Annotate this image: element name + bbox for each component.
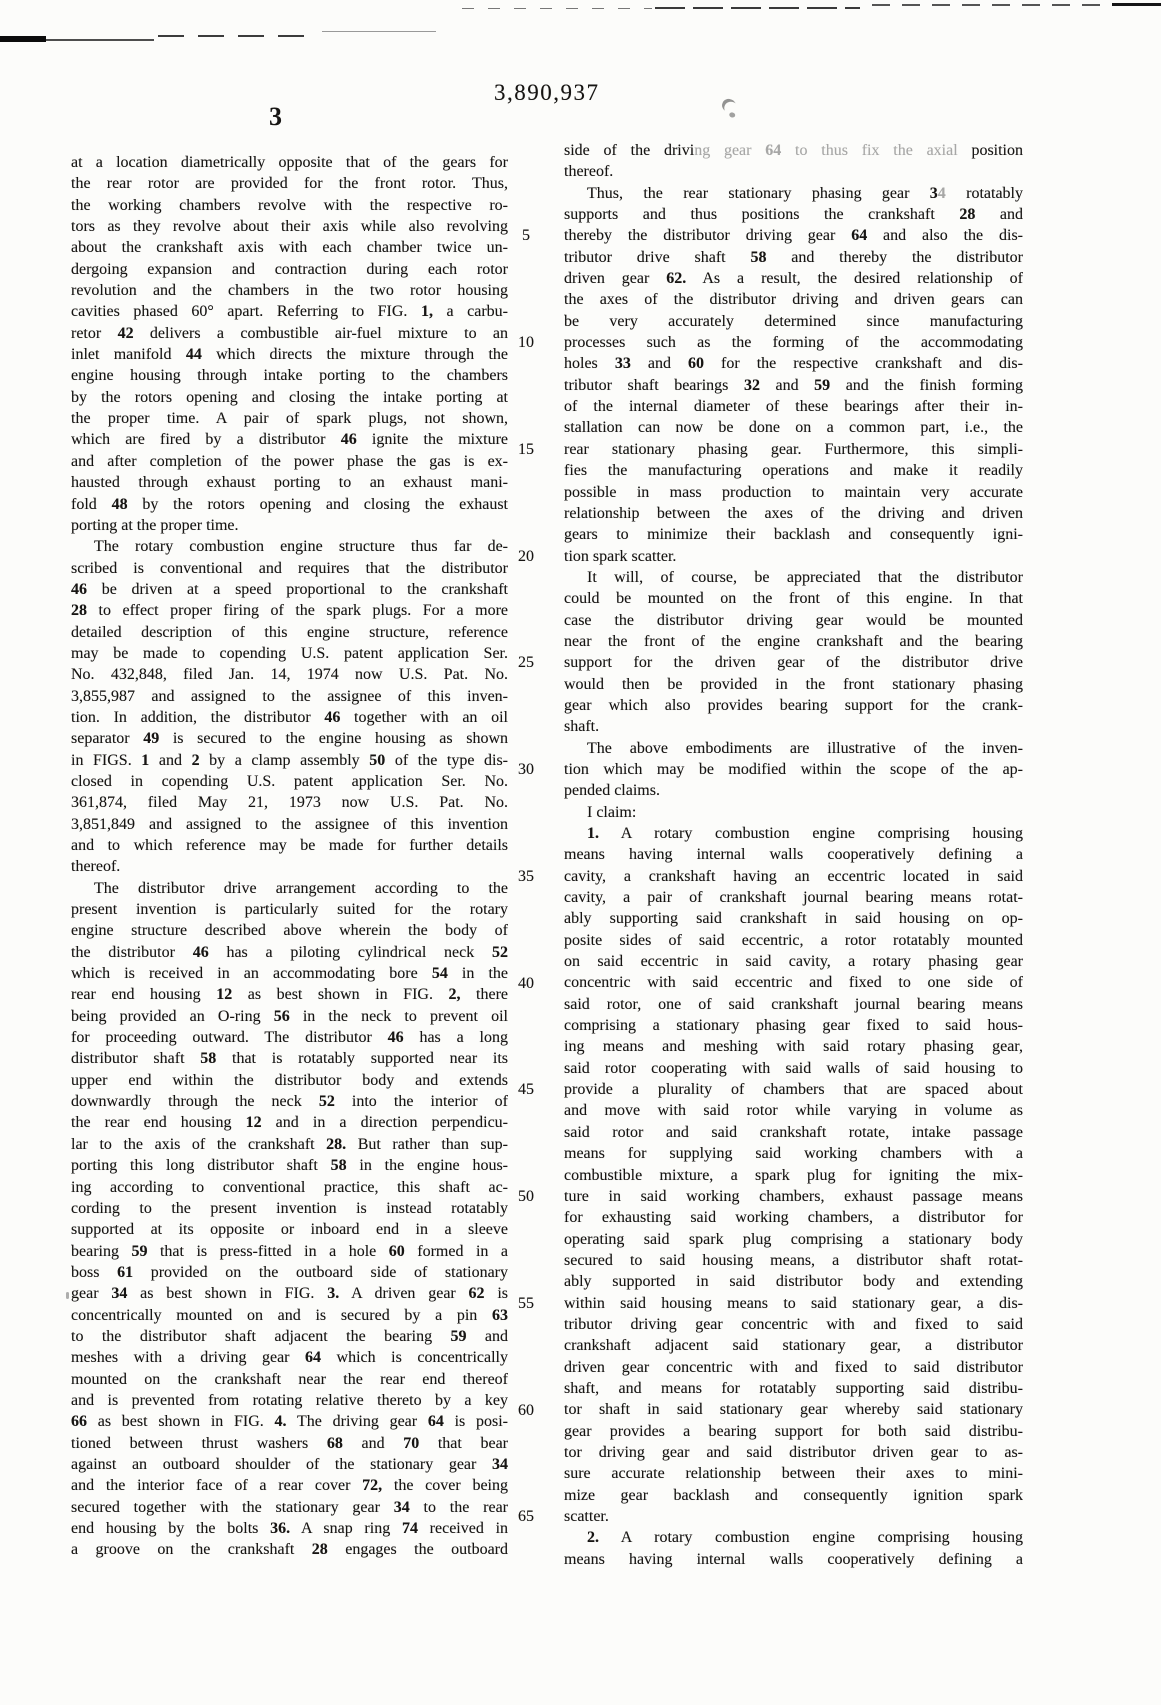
text-line: about the crankshaft axis with each chamber twice un- — [71, 239, 508, 257]
line-number: 20 — [518, 547, 534, 565]
text-line: being provided an O-ring 56 in the neck to prevent oil — [71, 1007, 508, 1025]
text-line: tion which may be modified within the scope of the ap- — [564, 760, 1023, 778]
text-line: ably supported in said distributor body and extending — [564, 1273, 1023, 1291]
text-line: pended claims. — [564, 782, 660, 800]
text-line: cavity, a pair of crankshaft journal bearing means rotat- — [564, 889, 1023, 907]
text-line: shaft, and means for rotatably supporting said distribu- — [564, 1379, 1023, 1397]
line-number: 60 — [518, 1401, 534, 1419]
text-line: a groove on the crankshaft 28 engages the outboard — [71, 1541, 508, 1559]
text-line: and move with said rotor while varying in volume as — [564, 1102, 1023, 1120]
text-line: It will, of course, be appreciated that the distributor — [587, 568, 1023, 586]
text-line: 2. A rotary combustion engine comprising housing — [587, 1529, 1023, 1547]
text-line: at a location diametrically opposite that of the gears for — [71, 154, 508, 171]
line-number: 10 — [518, 334, 534, 352]
line-number: 35 — [518, 867, 534, 885]
text-line: holes 33 and 60 for the respective crankshaft and dis- — [564, 355, 1023, 373]
text-line: tributor driving gear concentric with and fixed to said — [564, 1315, 1023, 1333]
text-line: on said eccentric in said cavity, a rotary phasing gear — [564, 953, 1023, 971]
text-line: provide a plurality of chambers that are spaced about — [564, 1081, 1023, 1099]
text-line: means having internal walls cooperatively defining a — [564, 846, 1023, 864]
text-line: tion spark scatter. — [564, 547, 677, 565]
text-line: the rear end housing 12 and in a direction perpendicu- — [71, 1114, 508, 1132]
text-line: said rotor and said crankshaft rotate, intake passage — [564, 1123, 1023, 1141]
text-line: case the distributor driving gear would be mounted — [564, 611, 1023, 629]
text-line: which are fired by a distributor 46 ignite the mixture — [71, 431, 508, 449]
text-line: gears to minimize their backlash and consequently igni- — [564, 526, 1023, 544]
text-line: relationship between the axes of the driving and driven — [564, 504, 1023, 522]
text-line: tors as they revolve about their axis while also revolving — [71, 218, 508, 236]
text-line: ing according to conventional practice, this shaft ac- — [71, 1178, 508, 1196]
text-line: means having internal walls cooperatively defining a — [564, 1550, 1023, 1568]
text-line: concentric with said eccentric and fixed to one side of — [564, 974, 1023, 992]
text-line: supported at its opposite or inboard end in a sleeve — [71, 1221, 508, 1239]
text-line: engine housing through intake porting to the chambers — [71, 367, 508, 385]
text-line: 46 be driven at a speed proportional to the crankshaft — [71, 580, 508, 598]
text-line: within said housing means to said stationary gear, a dis- — [564, 1294, 1023, 1312]
ink-smudge — [720, 97, 737, 114]
text-line: posite sides of said eccentric, a rotor rotatably mounted — [564, 931, 1023, 949]
text-line: and the interior face of a rear cover 72, the cover being — [71, 1477, 508, 1495]
text-line: gear 34 as best shown in FIG. 3. A driven gear 62 is — [71, 1285, 508, 1303]
right-column — [564, 140, 1023, 1570]
text-line: porting this long distributor shaft 58 in the engine hous- — [71, 1157, 508, 1175]
text-line: meshes with a driving gear 64 which is concentrically — [71, 1349, 508, 1367]
scan-artifact-line — [655, 7, 860, 9]
line-number: 45 — [518, 1081, 534, 1099]
text-line: driven gear 62. As a result, the desired relationship of — [564, 270, 1023, 288]
text-line: tributor shaft bearings 32 and 59 and the finish forming — [564, 376, 1023, 394]
text-line: processes such as the forming of the accommodating — [564, 334, 1023, 352]
text-line: of the internal diameter of these bearings after their in- — [564, 398, 1023, 416]
text-line: closed in copending U.S. patent application Ser. No. — [71, 772, 508, 790]
text-line: 361,874, filed May 21, 1973 now U.S. Pat. No. — [71, 794, 508, 812]
text-line: mize gear backlash and consequently ignition spark — [564, 1486, 1023, 1504]
scan-artifact-line — [46, 39, 154, 41]
text-line: fold 48 by the rotors opening and closing the exhaust — [71, 495, 508, 513]
text-line: secured together with the stationary gear 34 to the rear — [71, 1498, 508, 1516]
text-line: the working chambers revolve with the respective ro- — [71, 196, 508, 214]
text-line: 28 to effect proper firing of the spark plugs. For a more — [71, 602, 508, 620]
text-line: distributor shaft 58 that is rotatably supported near its — [71, 1050, 508, 1068]
text-line: cavities phased 60° apart. Referring to FIG. 1, a carbu- — [71, 303, 508, 321]
text-line: boss 61 provided on the outboard side of stationary — [71, 1263, 508, 1281]
scan-artifact-line — [1112, 3, 1161, 6]
text-line: present invention is particularly suited for the rotary — [71, 901, 508, 919]
text-line: stallation can now be done on a common part, i.e., the — [564, 419, 1023, 437]
text-line: detailed description of this engine structure, reference — [71, 623, 508, 641]
text-line: sure accurate relationship between their axes to mini- — [564, 1465, 1023, 1483]
text-line: by the rotors opening and closing the intake porting at — [71, 388, 508, 406]
text-line: means for supplying said working chambers with a — [564, 1145, 1023, 1163]
line-number: 65 — [518, 1508, 534, 1526]
text-line: downwardly through the neck 52 into the interior of — [71, 1093, 508, 1111]
text-line: upper end within the distributor body and extends — [71, 1071, 508, 1089]
text-line: side of the driving gear 64 to thus fix the axial position — [564, 142, 1023, 159]
text-line: concentrically mounted on and is secured by a pin 63 — [71, 1306, 508, 1324]
scan-artifact-line — [872, 4, 1114, 6]
text-line: separator 49 is secured to the engine housing as shown — [71, 730, 508, 748]
text-line: tor driving gear and said distributor driven gear to as- — [564, 1443, 1023, 1461]
text-line: would then be provided in the front stationary phasing — [564, 675, 1023, 693]
text-line: The above embodiments are illustrative of the inven- — [587, 739, 1023, 757]
text-line: supports and thus positions the crankshaft 28 and — [564, 206, 1023, 224]
text-line: Thus, the rear stationary phasing gear 34 rotatably — [587, 184, 1023, 202]
text-line: porting at the proper time. — [71, 516, 239, 534]
text-line: ing means and meshing with said rotary phasing gear, — [564, 1038, 1023, 1056]
text-line: retor 42 delivers a combustible air-fuel mixture to an — [71, 324, 508, 342]
text-line: thereof. — [564, 163, 614, 181]
text-line: 3,851,849 and assigned to the assignee of this invention — [71, 815, 508, 833]
text-line: and after completion of the power phase the gas is ex- — [71, 452, 508, 470]
text-line: said rotor, one of said crankshaft journal bearing means — [564, 995, 1023, 1013]
text-line: possible in mass production to maintain very accurate — [564, 483, 1023, 501]
line-number-gutter — [508, 140, 550, 1590]
text-line: I claim: — [587, 803, 637, 821]
text-line: crankshaft adjacent said stationary gear, a distributor — [564, 1337, 1023, 1355]
text-line: bearing 59 that is press-fitted in a hole 60 formed in a — [71, 1242, 508, 1260]
text-line: ably supporting said crankshaft in said housing on op- — [564, 910, 1023, 928]
text-line: 1. A rotary combustion engine comprising housing — [587, 825, 1023, 842]
scan-artifact-line — [158, 35, 316, 37]
text-line: may be made to copending U.S. patent application Ser. — [71, 644, 508, 662]
line-number: 15 — [518, 440, 534, 458]
patent-number: 3,890,937 — [494, 80, 600, 105]
line-number: 30 — [518, 761, 534, 779]
text-line: gear which also provides bearing support for the crank- — [564, 696, 1023, 714]
text-line: tion. In addition, the distributor 46 together with an oil — [71, 708, 508, 726]
text-line: tioned between thrust washers 68 and 70 that bear — [71, 1434, 508, 1452]
text-line: the distributor 46 has a piloting cylindrical neck 52 — [71, 943, 508, 961]
text-line: No. 432,848, filed Jan. 14, 1974 now U.S. Pat. No. — [71, 666, 508, 684]
text-line: rear stationary phasing gear. Furthermore, this simpli- — [564, 440, 1023, 458]
text-line: fies the manufacturing operations and make it readily — [564, 462, 1023, 480]
text-line: 3,855,987 and assigned to the assignee of this inven- — [71, 687, 508, 705]
text-line: for exhausting said working chambers, a distributor for — [564, 1209, 1023, 1227]
scan-artifact-line — [0, 36, 46, 42]
text-line: gear provides a bearing support for both said distribu- — [564, 1422, 1023, 1440]
text-line: mounted on the crankshaft near the rear end thereof — [71, 1370, 508, 1388]
text-line: ture in said working chambers, exhaust passage means — [564, 1187, 1023, 1205]
text-line: cavity, a crankshaft having an eccentric located in said — [564, 867, 1023, 885]
line-number: 55 — [518, 1294, 534, 1312]
text-line: revolution and the chambers in the two rotor housing — [71, 282, 508, 300]
text-line: hausted through exhaust porting to an exhaust mani- — [71, 474, 508, 492]
line-number: 5 — [522, 227, 530, 245]
line-number: 25 — [518, 654, 534, 672]
line-number: 50 — [518, 1188, 534, 1206]
text-line: to the distributor shaft adjacent the bearing 59 and — [71, 1327, 508, 1345]
text-line: and is prevented from rotating relative thereto by a key — [71, 1391, 508, 1409]
text-line: The rotary combustion engine structure thus far de- — [94, 538, 508, 556]
text-line: thereof. — [71, 858, 121, 876]
text-line: engine structure described above wherein the body of — [71, 922, 508, 940]
text-line: rear end housing 12 as best shown in FIG. 2, there — [71, 986, 508, 1004]
text-line: dergoing expansion and contraction during each rotor — [71, 260, 508, 278]
text-line: in FIGS. 1 and 2 by a clamp assembly 50 of the type dis- — [71, 751, 508, 769]
text-line: 66 as best shown in FIG. 4. The driving gear 64 is posi- — [71, 1413, 508, 1431]
line-number: 40 — [518, 974, 534, 992]
text-line: said rotor cooperating with said walls of said housing to — [564, 1059, 1023, 1077]
text-line: tor shaft in said stationary gear whereby said stationary — [564, 1401, 1023, 1419]
text-line: operating said spark plug comprising a stationary body — [564, 1230, 1023, 1248]
text-line: driven gear concentric with and fixed to said distributor — [564, 1358, 1023, 1376]
text-line: against an outboard shoulder of the stationary gear 34 — [71, 1455, 508, 1473]
text-line: the axes of the distributor driving and driven gears can — [564, 291, 1023, 309]
text-line: inlet manifold 44 which directs the mixture through the — [71, 346, 508, 364]
text-line: scribed is conventional and requires that the distributor — [71, 559, 508, 577]
text-line: could be mounted on the front of this engine. In that — [564, 590, 1023, 608]
page-number: 3 — [269, 102, 282, 131]
text-line: end housing by the bolts 36. A snap ring 74 received in — [71, 1520, 508, 1537]
text-line: which is received in an accommodating bore 54 in the — [71, 965, 508, 983]
text-line: comprising a stationary phasing gear fixed to said hous- — [564, 1017, 1023, 1035]
text-line: the proper time. A pair of spark plugs, not shown, — [71, 410, 508, 428]
text-line: lar to the axis of the crankshaft 28. But rather than sup- — [71, 1135, 508, 1153]
scan-artifact-line — [322, 31, 436, 32]
text-line: tributor drive shaft 58 and thereby the distributor — [564, 248, 1023, 266]
text-line: and to which reference may be made for further details — [71, 837, 508, 854]
text-line: cording to the present invention is instead rotatably — [71, 1199, 508, 1217]
text-line: for proceeding outward. The distributor 46 has a long — [71, 1029, 508, 1047]
text-line: combustible mixture, a spark plug for igniting the mix- — [564, 1166, 1023, 1184]
ink-speck — [66, 1292, 69, 1299]
scan-artifact-line — [462, 8, 652, 9]
text-line: scatter. — [564, 1508, 609, 1525]
left-column — [71, 152, 508, 1561]
text-line: thereby the distributor driving gear 64 and also the dis- — [564, 227, 1023, 245]
text-line: the rear rotor are provided for the front rotor. Thus, — [71, 175, 508, 193]
text-line: secured to said housing means, a distributor shaft rotat- — [564, 1251, 1023, 1269]
text-line: shaft. — [564, 718, 600, 736]
text-line: near the front of the engine crankshaft and the bearing — [564, 632, 1023, 650]
text-line: be very accurately determined since manufacturing — [564, 312, 1023, 330]
text-line: support for the driven gear of the distributor drive — [564, 654, 1023, 672]
text-line: The distributor drive arrangement according to the — [94, 879, 508, 897]
